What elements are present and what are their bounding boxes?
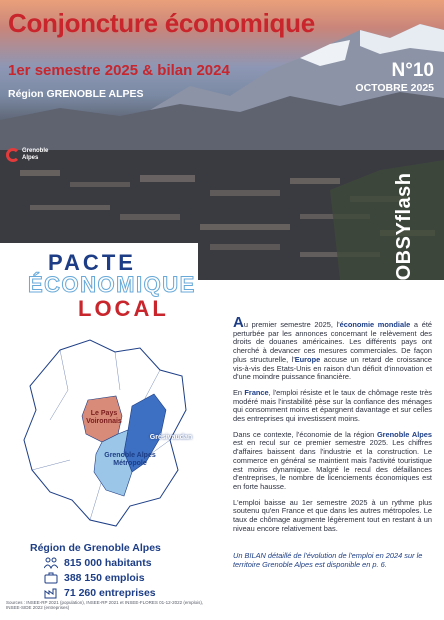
issue-date: OCTOBRE 2025 [355, 82, 434, 94]
p3-text-a: Dans ce contexte, l'économie de la région [233, 429, 377, 439]
paragraph-employment: L'emploi baisse au 1er semestre 2025 à un rythme plus soutenu qu'en France et que dans les autres métropoles. Le taux de chômage augmente légèrement tout en restant à un niveau encore relativement bas. [233, 497, 432, 533]
paragraph-france [233, 389, 432, 424]
p2-text-a: En [233, 387, 245, 397]
p2-text-b: , l'emploi résiste et le taux de chômage reste très modéré mais l'instabilité pèse sur la confiance des ménages qui consomment moins et épargnent davantage et sur celles des entreprises qui investissent moins. [233, 387, 432, 424]
stat-habitants [44, 557, 152, 569]
p1-bold-europe: Europe [294, 354, 321, 364]
stats-source: Sources : INSEE-RP 2021 (population), INSEE-RP 2021 et INSEE-FLORES 01-12-2022 (emplois), INSEE-SIDE 2022 (entreprises) [6, 600, 204, 610]
article-text [233, 314, 432, 540]
grenoble-alpes-logo [6, 148, 49, 174]
region-label: Région GRENOBLE ALPES [8, 88, 144, 100]
p3-text-b: est en recul sur ce premier semestre 2025. Les chiffres d'affaires baissent dans l'industrie et la construction. Le commerce en général se maintient mais l'activité touristique est moins dynamique. Malgré le recul des défaillances d'entreprises, le nombre de licenciements économiques est en forte hausse. [233, 438, 432, 491]
p3-bold-region: Grenoble Alpes [376, 429, 432, 439]
logo-text: Grenoble Alpes [22, 148, 49, 161]
stat-entreprises [44, 587, 156, 599]
stats-title: Région de Grenoble Alpes [30, 542, 161, 554]
factory-icon [44, 587, 58, 599]
stat-emplois-text: 388 150 emplois [64, 572, 145, 584]
bilan-note: Un BILAN détaillé de l'évolution de l'emploi en 2024 sur le territoire Grenoble Alpes est disponible en p. 6. [233, 551, 423, 569]
paragraph-world [233, 314, 432, 382]
label-metropole: Grenoble Alpes Métropole [104, 452, 156, 467]
page-subtitle: 1er semestre 2025 & bilan 2024 [8, 62, 230, 79]
p1-text-a: u premier semestre 2025, l' [243, 320, 340, 329]
stat-emplois [44, 572, 145, 584]
p1-bold-world: économie mondiale [339, 320, 411, 329]
local-word: LOCAL [78, 296, 169, 321]
people-icon [44, 557, 58, 569]
page-title: Conjoncture économique [8, 8, 315, 38]
economique-word: ÉCONOMIQUE [28, 272, 196, 297]
territory-map [20, 330, 190, 530]
stat-habitants-text: 815 000 habitants [64, 557, 152, 569]
p2-bold-france: France [244, 387, 269, 397]
pacte-word: PACTE [48, 250, 136, 275]
label-voironnais: Le Pays Voironnais [86, 410, 122, 425]
dropcap: A [233, 314, 244, 331]
p1-text-b: a été perturbée par les annonces concernant le relèvement des droits de douanes américaines. Les différents pays ont cherché à devancer ces mesures commerciales. De façon plus structurelle, l' [233, 320, 432, 364]
p1-text-c: accuse un retard de croissance vis-à-vis des Etats-Unis en raison d'un déficit d'innovation et d'une moindre puissance financière. [233, 354, 432, 382]
paragraph-region [233, 431, 432, 492]
label-gresivaudan: Grésivaudan [149, 434, 193, 441]
issue-number: N°10 [391, 60, 434, 81]
stat-entreprises-text: 71 260 entreprises [64, 587, 156, 599]
obsy-flash-tag: #OBSYflash [393, 172, 415, 292]
g-logo-icon [6, 148, 20, 162]
hero-photo [0, 0, 444, 280]
city-mountain-photo [0, 0, 444, 280]
briefcase-icon [44, 572, 58, 584]
